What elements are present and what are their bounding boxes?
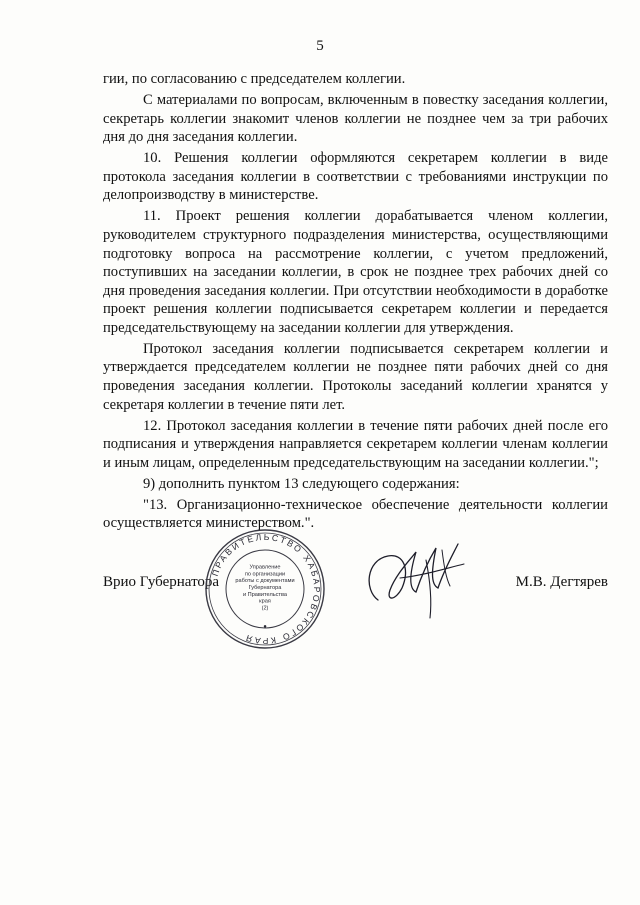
document-body xyxy=(103,70,608,535)
handwritten-signature xyxy=(360,530,470,625)
paragraph: "13. Организационно-техническое обеспечение деятельности коллегии осуществляется министерством.". xyxy=(103,496,608,532)
signatory-title: Врио Губернатора xyxy=(103,574,220,590)
seal-inner-line: работы с документами xyxy=(235,578,295,585)
paragraph: Протокол заседания коллегии подписывается секретарем коллегии и утверждается председателем коллегии не позднее пяти рабочих дней со дня проведения заседания коллегии. Протоколы заседаний коллегии хранятся у секретаря коллегии в течение пяти лет. xyxy=(103,340,608,413)
seal-inner-line: и Правительства xyxy=(243,591,287,598)
official-seal xyxy=(204,528,326,650)
paragraph: 11. Проект решения коллегии дорабатывается членом коллегии, руководителем структурного подразделения министерства, осуществляющими подготовку вопроса на рассмотрение коллегии, с учетом предложений, поступивших на заседании коллегии, в срок не позднее трех рабочих дней со дня проведения заседания коллегии. При отсутствии необходимости в доработке проект решения коллегии подписывается секретарем коллегии и передается председательствующему на заседании коллегии для утверждения. xyxy=(103,208,608,336)
page-number: 5 xyxy=(316,38,324,54)
seal-inner-line: (2) xyxy=(261,605,269,612)
seal-inner-line: по организации xyxy=(244,571,286,578)
seal-inner-line: края xyxy=(259,598,271,605)
svg-text:ПРАВИТЕЛЬСТВО ХАБАРОВСКОГО КРА: ПРАВИТЕЛЬСТВО ХАБАРОВСКОГО КРАЯ xyxy=(209,531,323,647)
paragraph: 9) дополнить пунктом 13 следующего содержания: xyxy=(143,475,460,492)
paragraph: гии, по согласованию с председателем коллегии. xyxy=(103,71,406,87)
paragraph: С материалами по вопросам, включенным в повестку заседания коллегии, секретарь коллегии знакомит членов коллегии не позднее чем за три рабочих дня до дня заседания коллегии. xyxy=(103,91,608,146)
seal-inner-line: Губернатора xyxy=(248,585,282,591)
paragraph: 10. Решения коллегии оформляются секретарем коллегии в виде протокола заседания коллегии в соответствии с требованиями инструкции по делопроизводству в министерстве. xyxy=(103,150,608,204)
paragraph: 12. Протокол заседания коллегии в течение пяти рабочих дней после его подписания и утверждения направляется секретарем коллегии членам коллегии и иным лицам, определенным председательствующим на заседании коллегии."; xyxy=(103,417,608,471)
seal-inner-line: Управление xyxy=(249,564,281,571)
svg-text:●: ● xyxy=(263,624,267,630)
signatory-name: М.В. Дегтярев xyxy=(515,574,608,590)
